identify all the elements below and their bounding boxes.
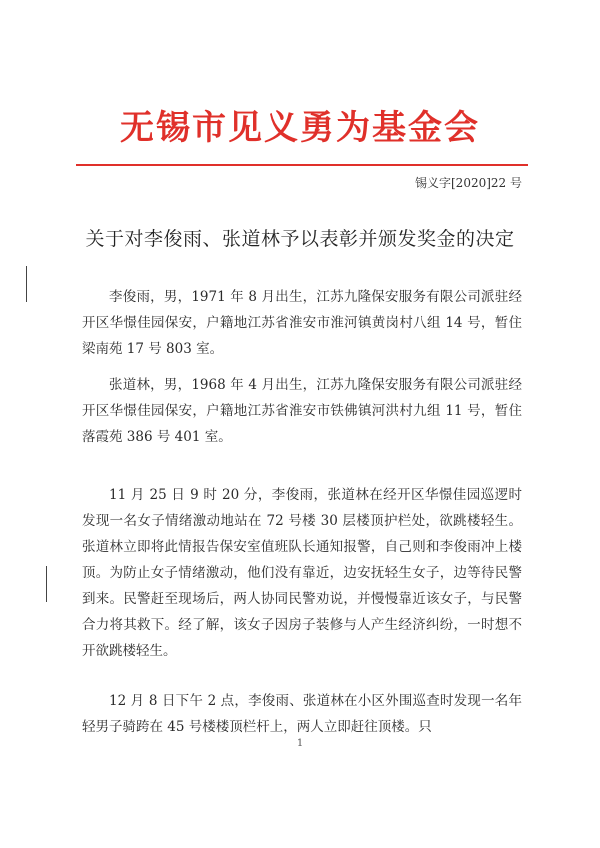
mark-line	[26, 266, 27, 302]
mark-line	[46, 566, 47, 602]
header-red-rule	[76, 164, 528, 166]
org-header-title: 无锡市见义勇为基金会	[120, 108, 480, 148]
page-number: 1	[296, 738, 304, 749]
document-title: 关于对李俊雨、张道林予以表彰并颁发奖金的决定	[85, 228, 515, 250]
paragraph-li-junyu: 李俊雨，男，1971 年 8 月出生，江苏九隆保安服务有限公司派驻经开区华憬佳园保安，户籍地江苏省淮安市淮河镇黄岗村八组 14 号，暂住梁南苑 17 号 803 室。	[82, 289, 522, 357]
paragraph-incident-dec-8: 12 月 8 日下午 2 点，李俊雨、张道林在小区外围巡查时发现一名年轻男子骑跨在 45 号楼楼顶栏杆上，两人立即赶往顶楼。只	[82, 693, 522, 735]
paragraph-zhang-daolin: 张道林，男，1968 年 4 月出生，江苏九隆保安服务有限公司派驻经开区华憬佳园保安，户籍地江苏省淮安市铁佛镇河洪村九组 11 号，暂住落霞苑 386 号 401 室。	[82, 377, 522, 445]
document-number: 锡义字[2020]22 号	[415, 176, 522, 190]
paragraph-incident-nov-25: 11 月 25 日 9 时 20 分，李俊雨，张道林在经开区华憬佳园巡逻时发现一名女子情绪激动地站在 72 号楼 30 层楼顶护栏处，欲跳楼轻生。张道林立即将此情报告保安室值班队长通知报警，自己则和李俊雨冲上楼顶。为防止女子情绪激动，他们没有靠近，边安抚轻生女子，边等待民警到来。民警赶至现场后，两人协同民警劝说，并慢慢靠近该女子，与民警合力将其救下。经了解，该女子因房子装修与人产生经济纠纷，一时想不开欲跳楼轻生。	[82, 487, 522, 659]
